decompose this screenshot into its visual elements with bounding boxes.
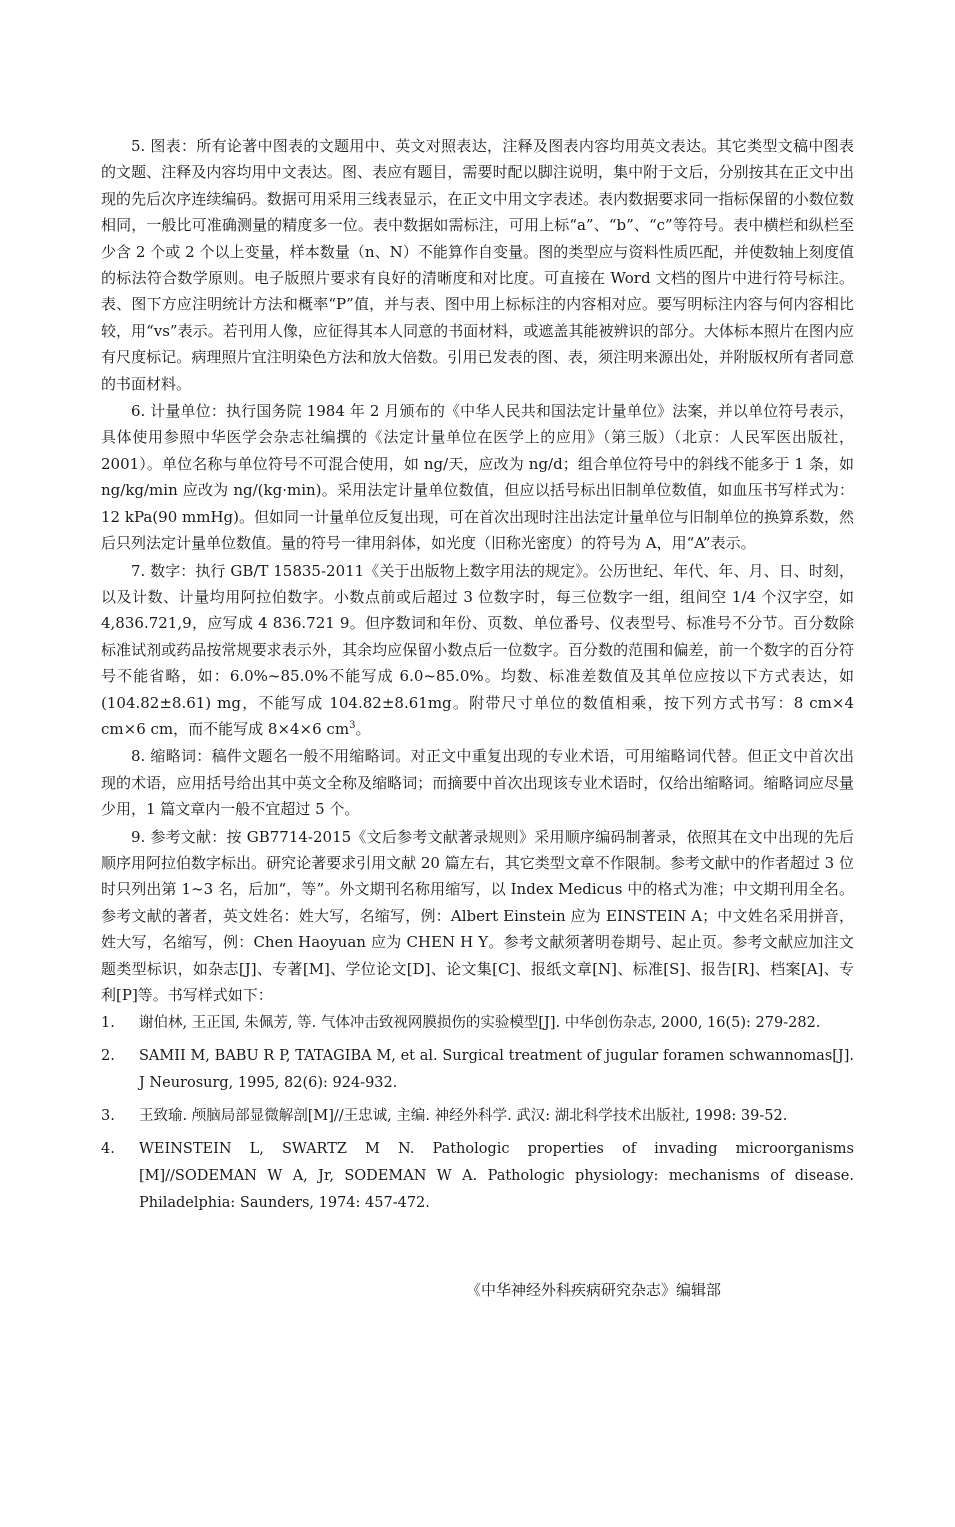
reference-item — [101, 1010, 854, 1037]
section-units — [101, 398, 854, 556]
section-text: 计量单位：执行国务院 1984 年 2 月颁布的《中华人民共和国法定计量单位》法案，并以单位符号表示，具体使用参照中华医学会杂志社编撰的《法定计量单位在医学上的应用》（第三版）（北京：人民军医出版社，2001）。单位名称与单位符号不可混合使用，如 ng/天，应改为 ng/d；组合单位符号中的斜线不能多于 1 条，如 ng/kg/min 应改为 ng/(kg·min)。采用法定计量单位数值，但应以括号标出旧制单位数值，如血压书写样式为：12 kPa(90 mmHg)。但如同一计量单位反复出现，可在首次出现时注出法定计量单位与旧制单位的换算系数，然后只列法定计量单位数值。量的符号一律用斜体，如光度（旧称光密度）的符号为 A，用“A”表示。 — [101, 402, 854, 553]
reference-number: 2. — [101, 1048, 115, 1065]
reference-text: SAMII M, BABU R P, TATAGIBA M, et al. Surgical treatment of jugular foramen schwannomas[J]. J Neurosurg, 1995, 82(6): 924-932. — [139, 1048, 854, 1092]
section-number: 6. — [131, 402, 146, 421]
section-text: 缩略词：稿件文题名一般不用缩略词。对正文中重复出现的专业术语，可用缩略词代替。但正文中首次出现的术语，应用括号给出其中英文全称及缩略词；而摘要中首次出现该专业术语时，仅给出缩略词。缩略词应尽量少用，1 篇文章内一般不宜超过 5 个。 — [101, 747, 854, 819]
reference-number: 3. — [101, 1108, 115, 1125]
section-figures-tables — [101, 133, 854, 397]
section-abbreviations — [101, 743, 854, 822]
section-text: 数字：执行 GB/T 15835-2011《关于出版物上数字用法的规定》。公历世纪、年代、年、月、日、时刻，以及计数、计量均用阿拉伯数字。小数点前或后超过 3 位数字时，每三位数字一组，组间空 1/4 个汉字空，如 4,836.721,9，应写成 4 836.721 9。但序数词和年份、页数、单位番号、仪表型号、标准号不分节。百分数除标准试剂或药品按常规要求表示外，其余均应保留小数点后一位数字。百分数的范围和偏差，前一个数字的百分符号不能省略，如：6.0%~85.0%不能写成 6.0~85.0%。均数、标准差数值及其单位应按以下方式表达，如(104.82±8.61) mg，不能写成 104.82±8.61mg。附带尺寸单位的数值相乘，按下列方式书写：8 cm×4 cm×6 cm，而不能写成 8×4×6 cm — [101, 561, 854, 738]
section-number: 5. — [131, 137, 146, 155]
section-number: 7. — [131, 561, 146, 580]
reference-item — [101, 1136, 854, 1217]
reference-text: WEINSTEIN L, SWARTZ M N. Pathologic properties of invading microorganisms [M]//SODEMAN W A, Jr, SODEMAN W A. Pathologic physiology: mechanisms of disease. Philadelphia: Saunders, 1974: 457-472. — [139, 1141, 854, 1212]
section-number: 9. — [131, 827, 146, 846]
reference-list — [101, 1010, 854, 1217]
reference-text: 谢伯林, 王正国, 朱佩芳, 等. 气体冲击致视网膜损伤的实验模型[J]. 中华创伤杂志, 2000, 16(5): 279-282. — [139, 1015, 821, 1032]
editorial-signature: 《中华神经外科疾病研究杂志》编辑部 — [466, 1281, 722, 1299]
reference-number: 4. — [101, 1141, 115, 1158]
section-numbers — [101, 558, 854, 743]
reference-text: 王致瑜. 颅脑局部显微解剖[M]//王忠诚, 主编. 神经外科学. 武汉: 湖北科学技术出版社, 1998: 39-52. — [139, 1108, 788, 1125]
section-text: 参考文献：按 GB7714-2015《文后参考文献著录规则》采用顺序编码制著录，依照其在文中出现的先后顺序用阿拉伯数字标出。研究论著要求引用文献 20 篇左右，其它类型文章不作限制。参考文献中的作者超过 3 位时只列出第 1~3 名，后加“，等”。外文期刊名称用缩写，以 Index Medicus 中的格式为准；中文期刊用全名。参考文献的著者，英文姓名：姓大写，名缩写，例：Albert Einstein 应为 EINSTEIN A；中文姓名采用拼音，姓大写，名缩写，例：Chen Haoyuan 应为 CHEN H Y。参考文献须著明卷期号、起止页。参考文献应加注文题类型标识，如杂志[J]、专著[M]、学位论文[D]、论文集[C]、报纸文章[N]、标准[S]、报告[R]、档案[A]、专利[P]等。书写样式如下： — [101, 827, 854, 1004]
document-body — [101, 133, 854, 1223]
section-text-tail: 。 — [355, 719, 371, 738]
superscript-exponent: 3 — [349, 719, 356, 731]
section-references — [101, 824, 854, 1009]
section-text: 图表：所有论著中图表的文题用中、英文对照表达，注释及图表内容均用英文表达。其它类型文稿中图表的文题、注释及内容均用中文表达。图、表应有题目，需要时配以脚注说明，集中附于文后，分别按其在正文中出现的先后次序连续编码。数据可用采用三线表显示，在正文中用文字表述。表内数据要求同一指标保留的小数位数相同，一般比可准确测量的精度多一位。表中数据如需标注，可用上标“a”、“b”、“c”等符号。表中横栏和纵栏至少含 2 个或 2 个以上变量，样本数量（n、N）不能算作自变量。图的类型应与资料性质匹配，并使数轴上刻度值的标法符合数学原则。电子版照片要求有良好的清晰度和对比度。可直接在 Word 文档的图片中进行符号标注。表、图下方应注明统计方法和概率“P”值，并与表、图中用上标标注的内容相对应。要写明标注内容与何内容相比较，用“vs”表示。若刊用人像，应征得其本人同意的书面材料，或遮盖其能被辨识的部分。大体标本照片在图内应有尺度标记。病理照片宜注明染色方法和放大倍数。引用已发表的图、表，须注明来源出处，并附版权所有者同意的书面材料。 — [101, 137, 854, 393]
reference-number: 1. — [101, 1015, 115, 1032]
reference-item — [101, 1103, 854, 1130]
section-number: 8. — [131, 747, 146, 766]
reference-item — [101, 1043, 854, 1097]
